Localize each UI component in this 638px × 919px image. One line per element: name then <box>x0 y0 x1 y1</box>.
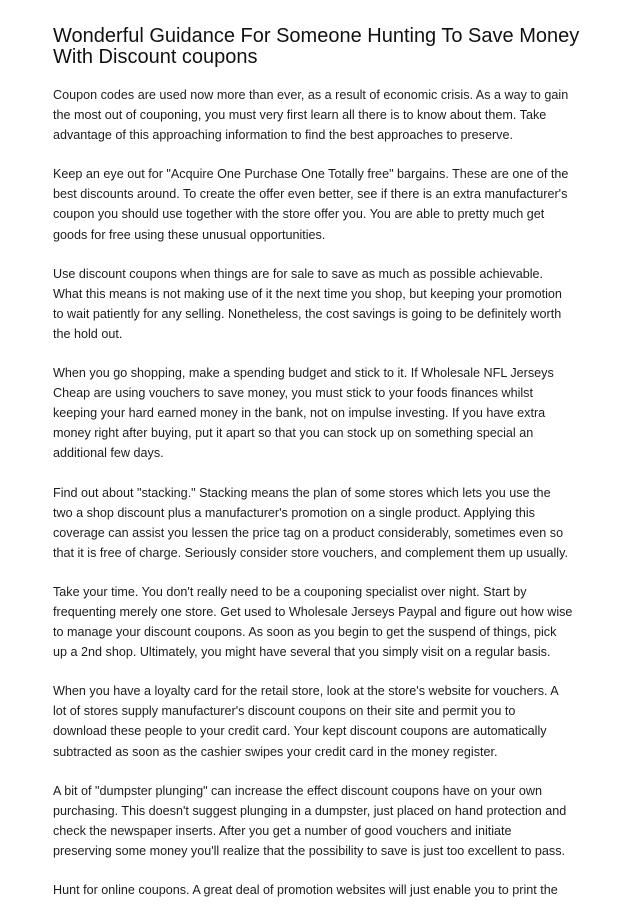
paragraph-sale <box>53 264 593 344</box>
text-line: What this means is not making use of it the next time you shop, but keeping your promotion <box>53 286 562 301</box>
text-line: lot of stores supply manufacturer's discount coupons on their site and permit you to <box>53 704 516 719</box>
text-line: two a shop discount plus a manufacturer's promotion on a single product. Applying this <box>53 505 535 520</box>
text-line: Find out about "stacking." Stacking means the plan of some stores which lets you use the <box>53 485 551 500</box>
text-line: to wait patiently for any selling. Nonetheless, the cost savings is going to be definitely worth <box>53 306 562 321</box>
text-line: the most out of couponing, you must very first learn all there is to know about them. Take <box>53 108 547 123</box>
text-line: When you go shopping, make a spending budget and stick to it. If Wholesale NFL Jerseys <box>53 366 554 381</box>
text-line: When you have a loyalty card for the retail store, look at the store's website for vouchers. A <box>53 684 559 699</box>
paragraph-dumpster <box>53 781 593 861</box>
paragraph-online <box>53 880 593 900</box>
text-line: coupon you should use together with the store offer you. You are able to pretty much get <box>53 207 545 222</box>
text-line: Hunt for online coupons. A great deal of promotion websites will just enable you to print the <box>53 883 558 897</box>
text-line: keeping your hard earned money in the bank, not on impulse investing. If you have extra <box>53 406 546 421</box>
text-line: goods for free using these unusual opportunities. <box>53 227 326 242</box>
text-line: up a 2nd shop. Ultimately, you might have several that you simply visit on a regular basis. <box>53 645 551 660</box>
paragraph-budget <box>53 363 593 463</box>
text-line: download these people to your credit card. Your kept discount coupons are automatically <box>53 724 547 739</box>
text-line: A bit of "dumpster plunging" can increase the effect discount coupons have on your own <box>53 783 542 798</box>
text-line: purchasing. This doesn't suggest plunging in a dumpster, just placed on hand protection and <box>53 803 567 818</box>
paragraph-bogo <box>53 164 593 244</box>
text-line: coverage can assist you lessen the price tag on a product considerably, sometimes even so <box>53 525 564 540</box>
paragraph-intro <box>53 85 593 145</box>
title-line: With Discount coupons <box>53 46 258 68</box>
paragraph-loyalty <box>53 681 593 761</box>
title-line: Wonderful Guidance For Someone Hunting To Save Money <box>53 25 580 47</box>
text-line: to manage your discount coupons. As soon as you begin to get the suspend of things, pick <box>53 625 557 640</box>
paragraph-stacking <box>53 483 593 563</box>
text-line: additional few days. <box>53 446 164 461</box>
text-line: check the newspaper inserts. After you get a number of good vouchers and initiate <box>53 823 512 838</box>
text-line: Coupon codes are used now more than ever, as a result of economic crisis. As a way to gain <box>53 88 569 102</box>
text-line: Take your time. You don't really need to be a couponing specialist over night. Start by <box>53 584 527 599</box>
text-line: advantage of this approaching information to find the best approaches to preserve. <box>53 128 513 143</box>
text-line: that it is free of charge. Seriously consider store vouchers, and complement them up usually. <box>53 545 568 560</box>
text-line: preserving some money you'll realize that the possibility to save is just too excellent to pass. <box>53 843 566 858</box>
text-line: best discounts around. To create the offer even better, see if there is an extra manufacturer's <box>53 187 568 202</box>
text-line: frequenting merely one store. Get used to Wholesale Jerseys Paypal and figure out how wise <box>53 604 573 619</box>
document-page <box>53 26 593 919</box>
text-line: Keep an eye out for "Acquire One Purchase One Totally free" bargains. These are one of the <box>53 167 569 182</box>
paragraph-time <box>53 582 593 662</box>
text-line: money right after buying, put it apart so that you can stock up on something special an <box>53 426 534 441</box>
text-line: subtracted as soon as the cashier swipes your credit card in the money register. <box>53 744 498 759</box>
text-line: Cheap are using vouchers to save money, you must stick to your foods finances whilst <box>53 386 533 401</box>
text-line: the hold out. <box>53 326 123 341</box>
text-line: Use discount coupons when things are for sale to save as much as possible achievable. <box>53 266 544 281</box>
document-title <box>53 26 593 68</box>
